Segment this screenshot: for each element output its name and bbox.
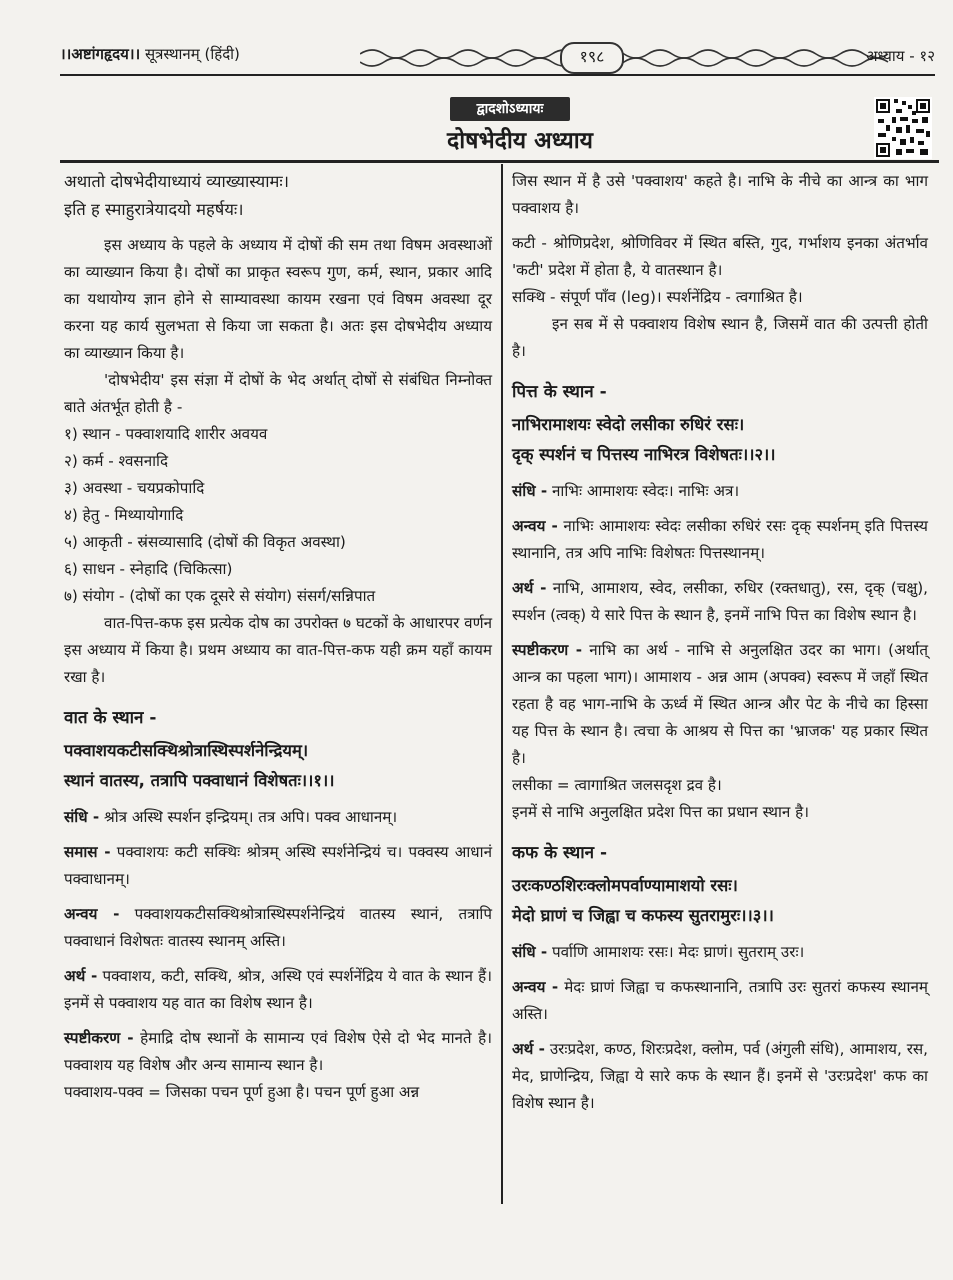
anvaya-paragraph: अन्वय - पक्वाशयकटीसक्थिश्रोत्रास्थिस्पर्शनेन्द्रियं वातस्य स्थानं, तत्रापि पक्वाधानं विशेषतः वातस्य स्थानम् अस्ति। (64, 905, 492, 950)
list-item: ४) हेतु - मिथ्यायोगादि (64, 506, 184, 524)
sloka-line: मेदो घ्राणं च जिह्वा च कफस्य सुतरामुरः।।३।। (512, 906, 774, 925)
list-item: ७) संयोग - (दोषों का एक दूसरे से संयोग) संसर्ग/सन्निपात (64, 587, 376, 605)
continued-paragraph: जिस स्थान में है उसे 'पक्वाशय' कहते है। नाभि के नीचे का आन्त्र का भाग पक्वाशय है। (512, 172, 928, 217)
page-number: १९८ (560, 42, 624, 74)
chapter-reference: अध्याय - १२ (866, 47, 935, 65)
left-column (64, 168, 492, 1106)
sakthi-paragraph: सक्थि - संपूर्ण पाँव (leg)। स्पर्शनेंद्रिय - त्वगाश्रित है। (512, 288, 803, 306)
kati-paragraph: कटी - श्रोणिप्रदेश, श्रोणिविवर में स्थित बस्ति, गुद, गर्भाशय इनका अंतर्भाव 'कटी' प्रदेश में होता है, ये वातस्थान है। (512, 234, 928, 279)
spashtikaran-paragraph: स्पष्टीकरण - नाभि का अर्थ - नाभि से अनुलक्षित उदर का भाग। (अर्थात् आन्त्र का पहला भाग)। आमाशय - अन्न आम (अपक्व) स्वरूप में जहाँ स्थित रहता है वह भाग-नाभि के ऊर्ध्व में स्थित आन्त्र और पेट के नीचे का हिस्सा यह पित्त के स्थान है। त्वचा के आश्रय से पित्त का 'भ्राजक' यह प्रकार स्थित है। (512, 641, 928, 767)
section-heading: कफ के स्थान - (512, 843, 608, 863)
decorative-chain (360, 44, 900, 72)
intro-paragraph: इस अध्याय के पहले के अध्याय में दोषों की सम तथा विषम अवस्थाओं का व्याख्यान किया है। दोषों का प्राकृत स्वरूप गुण, कर्म, स्थान, प्रकार आदि का यथायोग्य ज्ञान होने से साम्यावस्था कायम रखना एवं विषम अवस्था दूर करना यह कार्य सुलभता से किया जा सकता है। अतः इस दोषभेदीय अध्याय का व्याख्यान किया है। (64, 236, 492, 362)
list-item: २) कर्म - श्वसनादि (64, 452, 169, 470)
pradhan-paragraph: इनमें से नाभि अनुलक्षित प्रदेश पित्त का प्रधान स्थान है। (512, 803, 809, 821)
opening-line: इति ह स्माहुरात्रेयादयो महर्षयः। (64, 200, 244, 219)
section-heading: पित्त के स्थान - (512, 382, 607, 402)
sandhi-paragraph: संधि - श्रोत्र अस्थि स्पर्शन इन्द्रियम्। तत्र अपि। पक्व आधानम्। (64, 808, 398, 826)
header-rule (60, 74, 935, 76)
title-rule (60, 160, 939, 163)
page-header (60, 38, 935, 78)
intro-paragraph: 'दोषभेदीय' इस संज्ञा में दोषों के भेद अर्थात् दोषों से संबंधित निम्नोक्त बाते अंतर्भूत होती है - (64, 371, 492, 416)
artha-paragraph: अर्थ - नाभि, आमाशय, स्वेद, लसीका, रुधिर (रक्तधातु), रस, दृक् (चक्षु), स्पर्शन (त्वक्) ये सारे पित्त के स्थान है, इनमें नाभि पित्त का विशेष स्थान है। (512, 579, 928, 624)
anvaya-paragraph: अन्वय - नाभिः आमाशयः स्वेदः लसीका रुधिरं रसः दृक् स्पर्शनम् इति पित्तस्य स्थानानि, तत्र अपि नाभिः विशेषतः पित्तस्थानम्। (512, 517, 928, 562)
artha-paragraph: अर्थ - उरःप्रदेश, कण्ठ, शिरःप्रदेश, क्लोम, पर्व (अंगुली संधि), आमाशय, रस, मेद, घ्राणेन्द्रिय, जिह्वा ये सारे कफ के स्थान हैं। इनमें से 'उरःप्रदेश' कफ का विशेष स्थान है। (512, 1040, 929, 1112)
column-divider (501, 164, 503, 1204)
sloka-line: दृक् स्पर्शनं च पित्तस्य नाभिरत्र विशेषतः।।२।। (512, 445, 776, 464)
list-item: १) स्थान - पक्वाशयादि शारीर अवयव (64, 425, 268, 443)
list-item: ६) साधन - स्नेहादि (चिकित्सा) (64, 560, 233, 578)
samasa-paragraph: समास - पक्वाशयः कटी सक्थिः श्रोत्रम् अस्थि स्पर्शनेन्द्रियं च। पक्वस्य आधानं पक्वाधानम्। (64, 843, 493, 888)
chapter-title: दोषभेदीय अध्याय (446, 128, 593, 154)
chapter-label: द्वादशोऽध्यायः (450, 97, 570, 121)
artha-paragraph: अर्थ - पक्वाशय, कटी, सक्थि, श्रोत्र, अस्थि एवं स्पर्शनेंद्रिय ये वात के स्थान हैं। इनमें से पक्वाशय यह वात का विशेष स्थान है। (64, 967, 492, 1012)
summary-paragraph: इन सब में से पक्वाशय विशेष स्थान है, जिसमें वात की उत्पत्ती होती है। (512, 315, 928, 360)
right-column (512, 168, 928, 1117)
list-item: ५) आकृती - स्रंसव्यासादि (दोषों की विकृत अवस्था) (64, 533, 346, 551)
book-title: ।।अष्टांगहृदय।। (60, 45, 141, 63)
lasika-paragraph: लसीका = त्वागाश्रित जलसदृश द्रव है। (512, 776, 722, 794)
sloka-line: स्थानं वातस्य, तत्रापि पक्वाधानं विशेषतः।।१।। (64, 771, 335, 790)
section-name: सूत्रस्थानम् (हिंदी) (145, 45, 240, 63)
pakvashaya-definition: पक्वाशय-पक्व = जिसका पचन पूर्ण हुआ है। पचन पूर्ण हुआ अन्न (64, 1083, 420, 1101)
spashtikaran-paragraph: स्पष्टीकरण - हेमाद्रि दोष स्थानों के सामान्य एवं विशेष ऐसे दो भेद मानते है। पक्वाशय यह विशेष और अन्य सामान्य स्थान है। (64, 1029, 493, 1074)
anvaya-paragraph: अन्वय - मेदः घ्राणं जिह्वा च कफस्थानानि, तत्रापि उरः सुतरां कफस्य स्थानम् अस्ति। (512, 978, 928, 1023)
intro-paragraph: वात-पित्त-कफ इस प्रत्येक दोष का उपरोक्त ७ घटकों के आधारपर वर्णन इस अध्याय में किया है। प्रथम अध्याय का वात-पित्त-कफ यही क्रम यहाँ कायम रखा है। (64, 614, 492, 686)
qr-code (874, 97, 932, 159)
list-item: ३) अवस्था - चयप्रकोपादि (64, 479, 205, 497)
sandhi-paragraph: संधि - नाभिः आमाशयः स्वेदः। नाभिः अत्र। (512, 482, 740, 500)
opening-line: अथातो दोषभेदीयाध्यायं व्याख्यास्यामः। (64, 172, 289, 191)
sandhi-paragraph: संधि - पर्वाणि आमाशयः रसः। मेदः घ्राणं। सुतराम् उरः। (512, 943, 805, 961)
sloka-line: पक्वाशयकटीसक्थिश्रोत्रास्थिस्पर्शनेन्द्रियम्। (64, 741, 309, 760)
section-heading: वात के स्थान - (64, 708, 157, 728)
sloka-line: नाभिरामाशयः स्वेदो लसीका रुधिरं रसः। (512, 415, 745, 434)
sloka-line: उरःकण्ठशिरःक्लोमपर्वाण्यामाशयो रसः। (512, 876, 738, 895)
